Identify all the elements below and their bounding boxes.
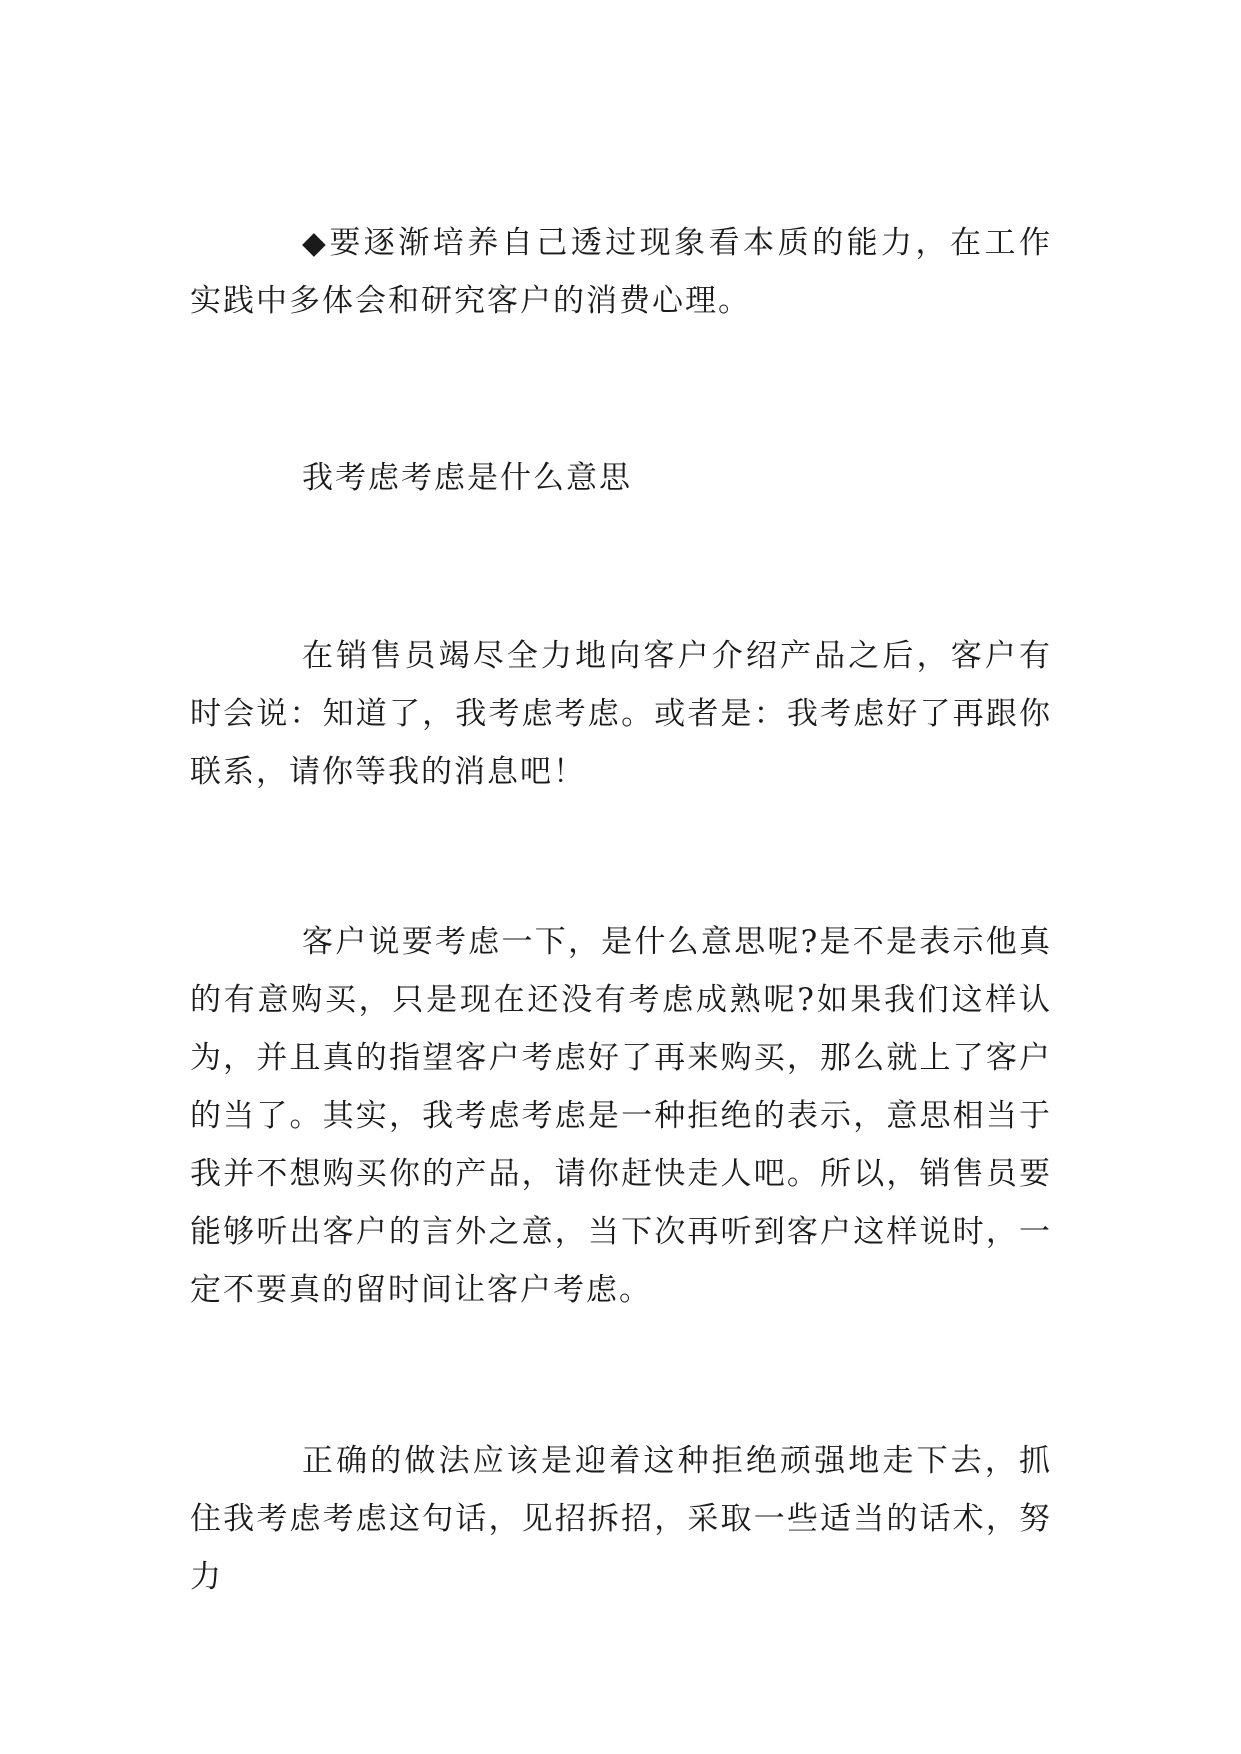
paragraph-explanation: 客户说要考虑一下，是什么意思呢?是不是表示他真的有意购买，只是现在还没有考虑成熟呢?如果我们这样认为，并且真的指望客户考虑好了再来购买，那么就上了客户的当了。其实，我考虑考虑是一种拒绝的表示，意思相当于我并不想购买你的产品，请你赶快走人吧。所以，销售员要能够听出客户的言外之意，当下次再听到客户这样说时，一定不要真的留时间让客户考虑。 [190, 924, 1052, 1308]
paragraph-advice: 正确的做法应该是迎着这种拒绝顽强地走下去，抓住我考虑考虑这句话，见招拆招，采取一些适当的话术，努力 [190, 1443, 1052, 1595]
paragraph-intro: 在销售员竭尽全力地向客户介绍产品之后，客户有时会说：知道了，我考虑考虑。或者是：我考虑好了再跟你联系，请你等我的消息吧！ [190, 638, 1052, 790]
paragraph-tip: ◆要逐渐培养自己透过现象看本质的能力，在工作实践中多体会和研究客户的消费心理。 [190, 225, 1052, 319]
section-heading: 我考虑考虑是什么意思 [302, 460, 632, 496]
